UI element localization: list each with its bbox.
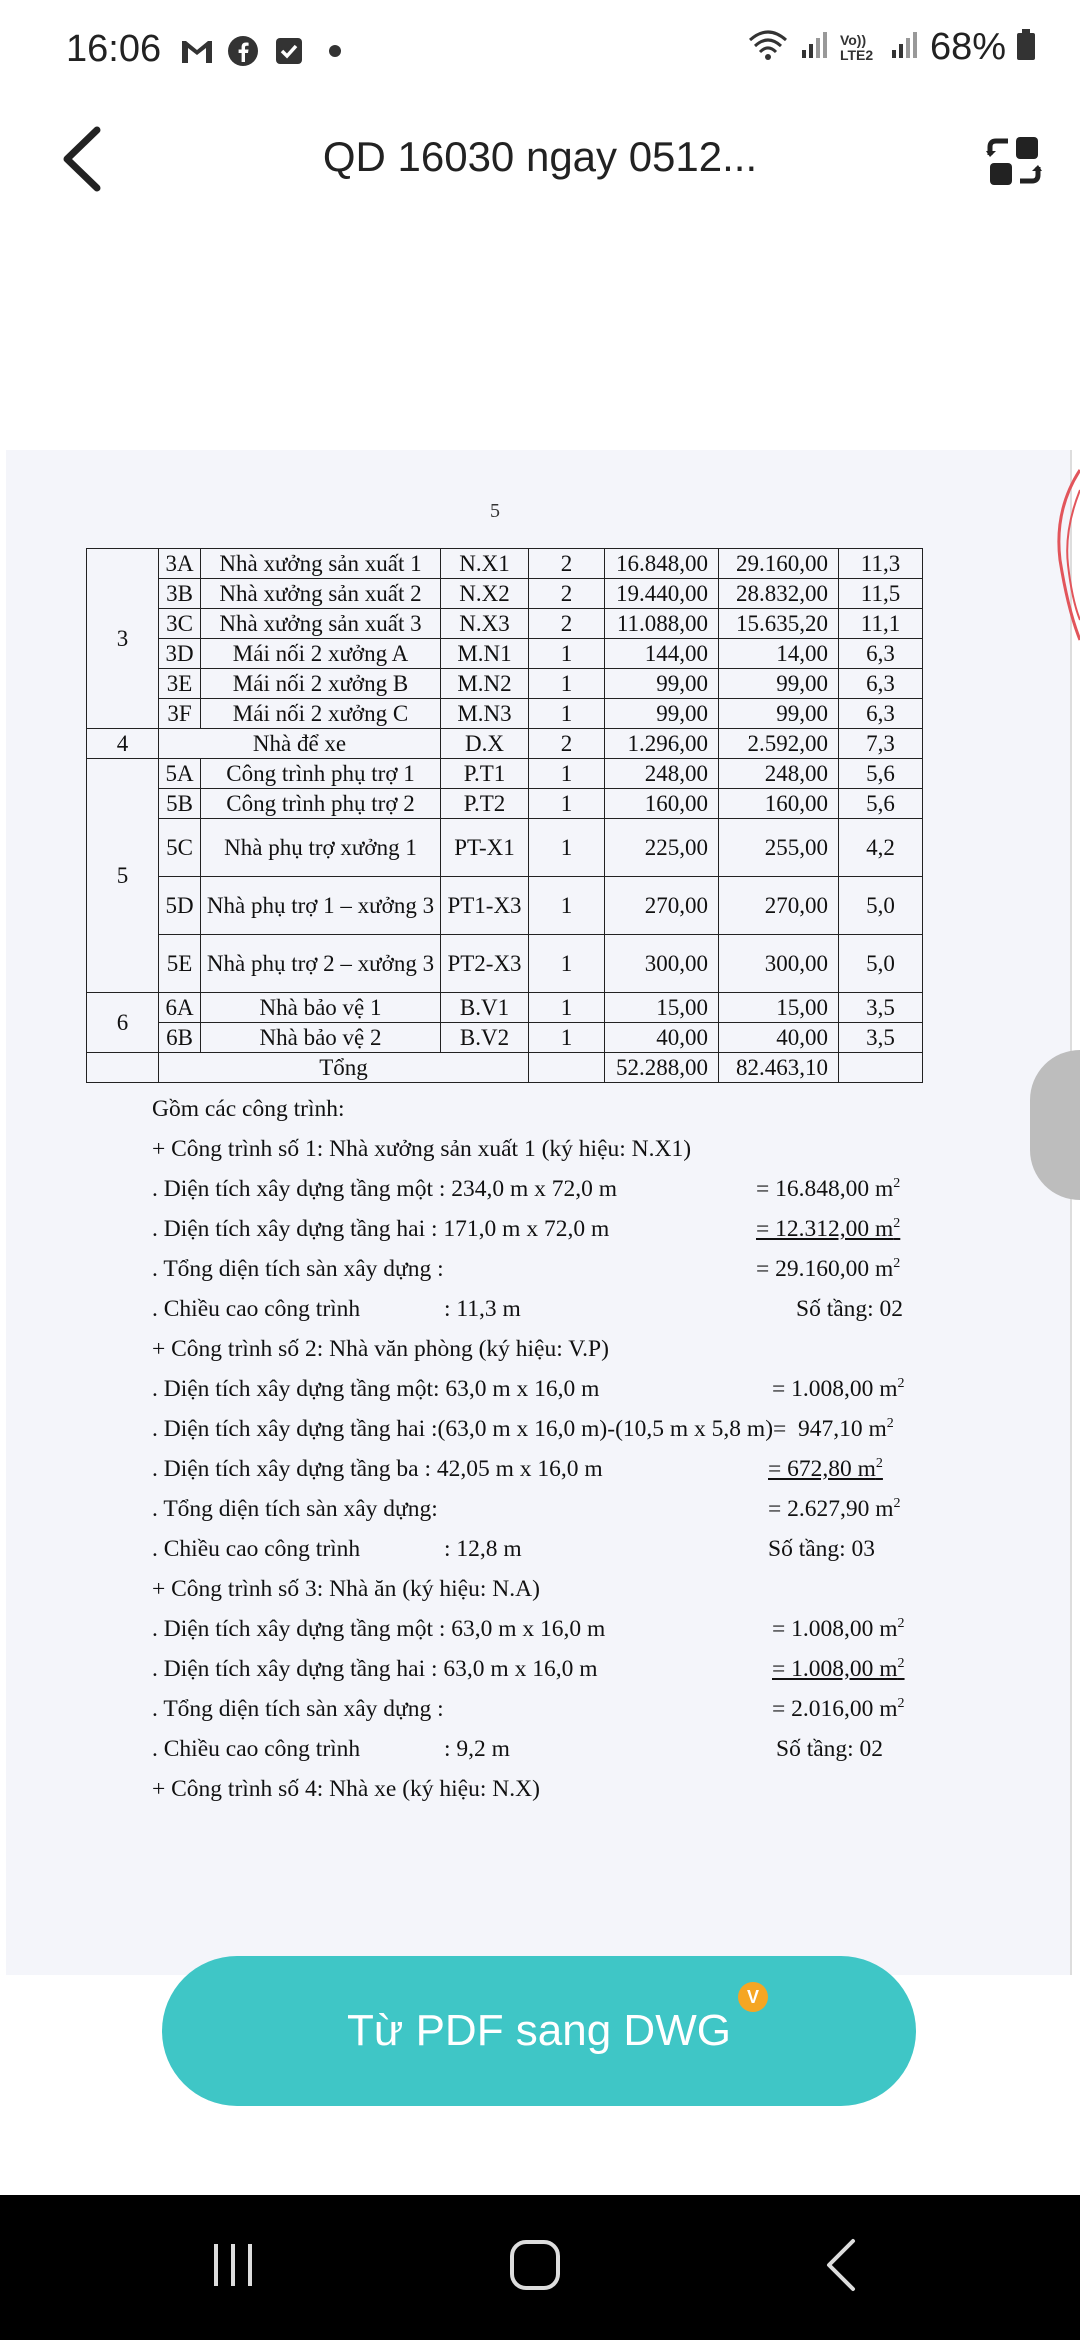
- home-button[interactable]: [490, 2225, 580, 2305]
- text-line: . Tổng diện tích sàn xây dựng: = 2.627,90 $m^2$: [152, 1496, 901, 1522]
- document-text: [96, 1090, 976, 1810]
- group-cell: 3: [87, 549, 159, 729]
- system-icons: [746, 26, 1036, 69]
- table-row: 3B Nhà xưởng sản xuất 2 N.X2 2 19.440,00 28.832,00 11,5: [87, 579, 923, 609]
- table-row: 6 6A Nhà bảo vệ 1 B.V1 1 15,00 15,00 3,5: [87, 993, 923, 1023]
- text-line: . Diện tích xây dựng tầng hai :(63,0 m x 16,0 m)-(10,5 m x 5,8 m)= 947,10 $m^2$: [152, 1416, 894, 1442]
- signal-icon-2: [890, 30, 920, 65]
- text-line: . Diện tích xây dựng tầng một: 63,0 m x 16,0 m = 1.008,00 $m^2$: [152, 1376, 905, 1402]
- app-bar: [0, 105, 1080, 215]
- table-total-row: Tổng 52.288,00 82.463,10: [87, 1053, 923, 1083]
- red-stamp-edge: [1050, 450, 1080, 650]
- text-line: . Diện tích xây dựng tầng hai : 171,0 m x 72,0 m = 12.312,00 $m^2$: [152, 1216, 901, 1242]
- battery-percentage: 68%: [929, 26, 1006, 68]
- text-line: + Công trình số 2: Nhà văn phòng (ký hiệu: V.P): [152, 1336, 609, 1362]
- table-row: 3D Mái nối 2 xưởng A M.N1 1 144,00 14,00 6,3: [87, 639, 923, 669]
- pdf-page[interactable]: [6, 450, 1072, 1975]
- back-nav-button[interactable]: [796, 2225, 886, 2305]
- text-line: . Tổng diện tích sàn xây dựng : = 29.160,00 $m^2$: [152, 1256, 901, 1282]
- checkbox-icon: [272, 34, 306, 68]
- table-row: 3E Mái nối 2 xưởng B M.N2 1 99,00 99,00 6,3: [87, 669, 923, 699]
- pdf-to-dwg-button[interactable]: [162, 1956, 916, 2106]
- page-number: 5: [490, 500, 500, 522]
- text-line: + Công trình số 3: Nhà ăn (ký hiệu: N.A): [152, 1576, 540, 1602]
- table-row: 6B Nhà bảo vệ 2 B.V2 1 40,00 40,00 3,5: [87, 1023, 923, 1053]
- text-line: . Chiều cao công trình : 9,2 m Số tầng: 02: [152, 1736, 884, 1762]
- home-icon: [507, 2237, 563, 2293]
- table-row: 5B Công trình phụ trợ 2 P.T2 1 160,00 160,00 5,6: [87, 789, 923, 819]
- facebook-icon: [226, 34, 260, 68]
- group-cell: 5: [87, 759, 159, 993]
- convert-format-button[interactable]: [976, 123, 1052, 199]
- back-button[interactable]: [40, 117, 124, 201]
- table-row: 4 Nhà để xe D.X 2 1.296,00 2.592,00 7,3: [87, 729, 923, 759]
- recents-button[interactable]: [188, 2225, 278, 2305]
- table-row: 3C Nhà xưởng sản xuất 3 N.X3 2 11.088,00 15.635,20 11,1: [87, 609, 923, 639]
- vip-badge: V: [738, 1982, 768, 2012]
- text-line: . Tổng diện tích sàn xây dựng : = 2.016,00 $m^2$: [152, 1696, 905, 1722]
- wifi-icon: [746, 28, 790, 67]
- text-line: + Công trình số 1: Nhà xưởng sản xuất 1 (ký hiệu: N.X1): [152, 1136, 692, 1162]
- system-nav-bar: [0, 2195, 1080, 2340]
- table-row: 5C Nhà phụ trợ xưởng 1 PT-X1 1 225,00 255,00 4,2: [87, 819, 923, 877]
- back-nav-icon: [821, 2237, 861, 2293]
- text-line: . Chiều cao công trình : 11,3 m Số tầng: 02: [152, 1296, 904, 1322]
- status-time: 16:06: [66, 28, 162, 70]
- text-line: . Diện tích xây dựng tầng ba : 42,05 m x 16,0 m = 672,80 $m^2$: [152, 1456, 883, 1482]
- text-line: . Chiều cao công trình : 12,8 m Số tầng: 03: [152, 1536, 876, 1562]
- building-table: [86, 548, 923, 1083]
- gmail-icon: [180, 34, 214, 68]
- convert-icon: [986, 133, 1042, 189]
- table-row: 3F Mái nối 2 xưởng C M.N3 1 99,00 99,00 6,3: [87, 699, 923, 729]
- status-bar: [0, 0, 1080, 105]
- text-line: . Diện tích xây dựng tầng một : 234,0 m x 72,0 m = 16.848,00 $m^2$: [152, 1176, 901, 1202]
- signal-icon: [800, 30, 830, 65]
- volte-icon: Vo)) LTE2: [839, 31, 874, 63]
- recents-icon: [208, 2240, 258, 2290]
- text-line: + Công trình số 4: Nhà xe (ký hiệu: N.X): [152, 1776, 540, 1802]
- table-row: 3 3A Nhà xưởng sản xuất 1 N.X1 2 16.848,00 29.160,00 11,3: [87, 549, 923, 579]
- battery-icon: [1016, 29, 1036, 66]
- table-row: 5 5A Công trình phụ trợ 1 P.T1 1 248,00 248,00 5,6: [87, 759, 923, 789]
- document-title: QD 16030 ngay 0512...: [322, 133, 758, 180]
- text-line: . Diện tích xây dựng tầng một : 63,0 m x 16,0 m = 1.008,00 $m^2$: [152, 1616, 905, 1642]
- table-row: 5D Nhà phụ trợ 1 – xưởng 3 PT1-X3 1 270,00 270,00 5,0: [87, 877, 923, 935]
- text-line: Gồm các công trình:: [152, 1096, 345, 1122]
- pdf-to-dwg-label: Từ PDF sang DWG: [347, 2006, 731, 2055]
- text-line: . Diện tích xây dựng tầng hai : 63,0 m x 16,0 m = 1.008,00 $m^2$: [152, 1656, 905, 1682]
- dot-icon: [318, 34, 352, 68]
- table-row: 5E Nhà phụ trợ 2 – xưởng 3 PT2-X3 1 300,00 300,00 5,0: [87, 935, 923, 993]
- notification-icons: [180, 34, 352, 68]
- chevron-left-icon: [57, 124, 107, 194]
- group-cell: 6: [87, 993, 159, 1053]
- page-scroll-handle[interactable]: [1030, 1050, 1080, 1200]
